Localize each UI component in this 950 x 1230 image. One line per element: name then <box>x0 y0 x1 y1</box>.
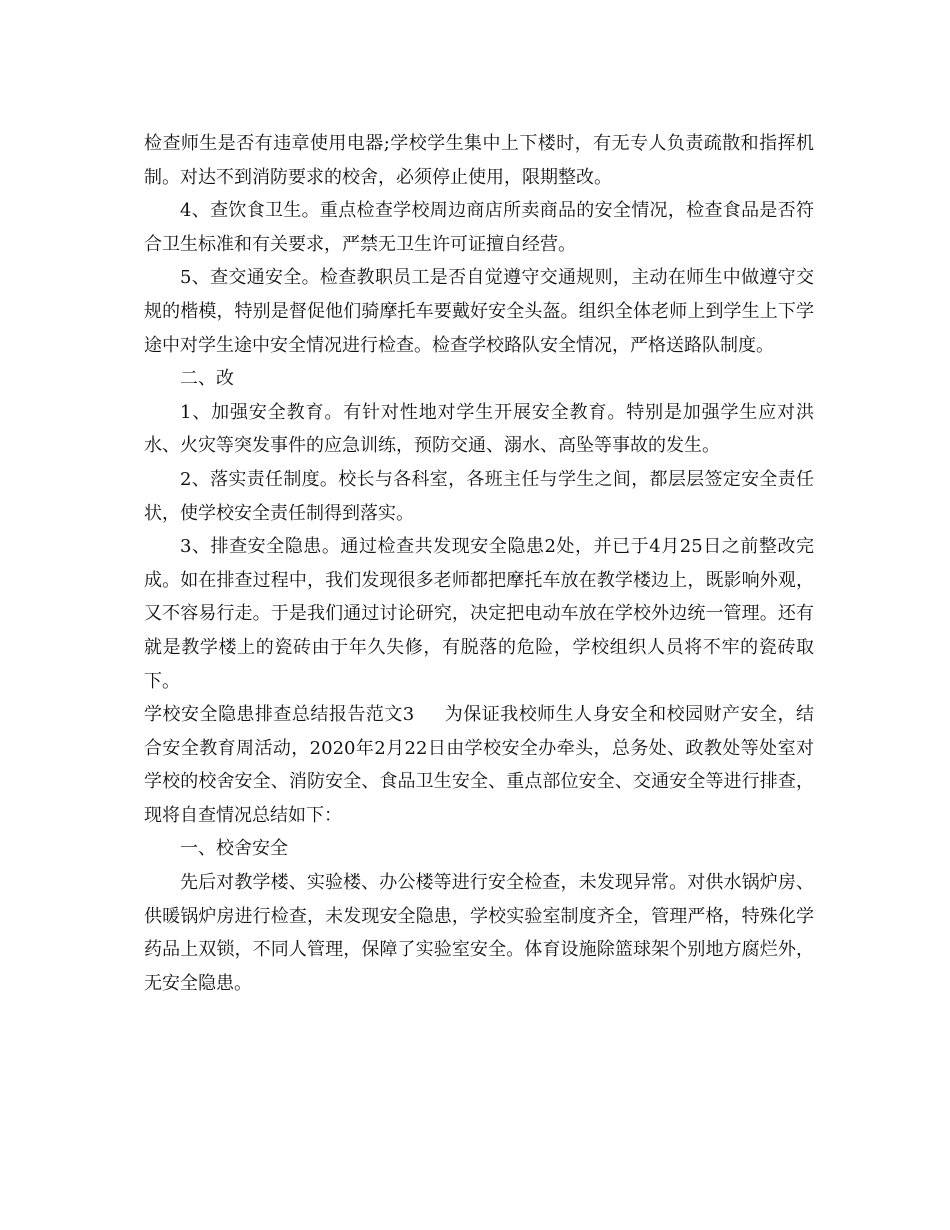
paragraph-responsibility-system: 2、落实责任制度。校长与各科室，各班主任与学生之间，都层层签定安全责任状，使学校安全责任制得到落实。 <box>144 468 814 524</box>
paragraph-safety-education: 1、加强安全教育。有针对性地对学生开展安全教育。特别是加强学生应对洪水、火灾等突发事件的应急训练，预防交通、溺水、高坠等事故的发生。 <box>144 401 814 457</box>
heading-building-safety: 一、校舍安全 <box>180 838 288 860</box>
paragraph-traffic-safety: 5、查交通安全。检查教职员工是否自觉遵守交通规则，主动在师生中做遵守交规的楷模，特别是督促他们骑摩托车要戴好安全头盔。组织全体老师上到学生上下学途中对学生途中安全情况进行检查。检查学校路队安全情况，严格送路队制度。 <box>144 267 814 356</box>
section-title: 学校安全隐患排查总结报告范文3 <box>144 704 415 726</box>
section-intro: 为保证我校师生人身安全和校园财产安全，结合安全教育周活动，2020年2月22日由学校安全办牵头，总务处、政教处等处室对学校的校舍安全、消防安全、食品卫生安全、重点部位安全、交通安全等进行排查，现将自查情况总结如下： <box>144 704 814 826</box>
paragraph-hazard-inspection: 3、排查安全隐患。通过检查共发现安全隐患2处，并已于4月25日之前整改完成。如在排查过程中，我们发现很多老师都把摩托车放在教学楼边上，既影响外观，又不容易行走。于是我们通过讨论研究，决定把电动车放在学校外边统一管理。还有就是教学楼上的瓷砖由于年久失修，有脱落的危险，学校组织人员将不牢的瓷砖取下。 <box>144 536 814 692</box>
paragraph-building-safety: 先后对教学楼、实验楼、办公楼等进行安全检查，未发现异常。对供水锅炉房、供暖锅炉房进行检查，未发现安全隐患，学校实验室制度齐全，管理严格，特殊化学药品上双锁，不同人管理，保障了实验室安全。体育设施除篮球架个别地方腐烂外，无安全隐患。 <box>144 872 814 994</box>
paragraph-fire-safety-continued: 检查师生是否有违章使用电器;学校学生集中上下楼时，有无专人负责疏散和指挥机制。对达不到消防要求的校舍，必须停止使用，限期整改。 <box>144 133 814 188</box>
document-body <box>144 127 814 1000</box>
section-title-paragraph <box>144 698 814 832</box>
paragraph-food-hygiene: 4、查饮食卫生。重点检查学校周边商店所卖商品的安全情况，检查食品是否符合卫生标准和有关要求，严禁无卫生许可证擅自经营。 <box>144 200 814 255</box>
heading-rectification: 二、改 <box>180 368 234 390</box>
